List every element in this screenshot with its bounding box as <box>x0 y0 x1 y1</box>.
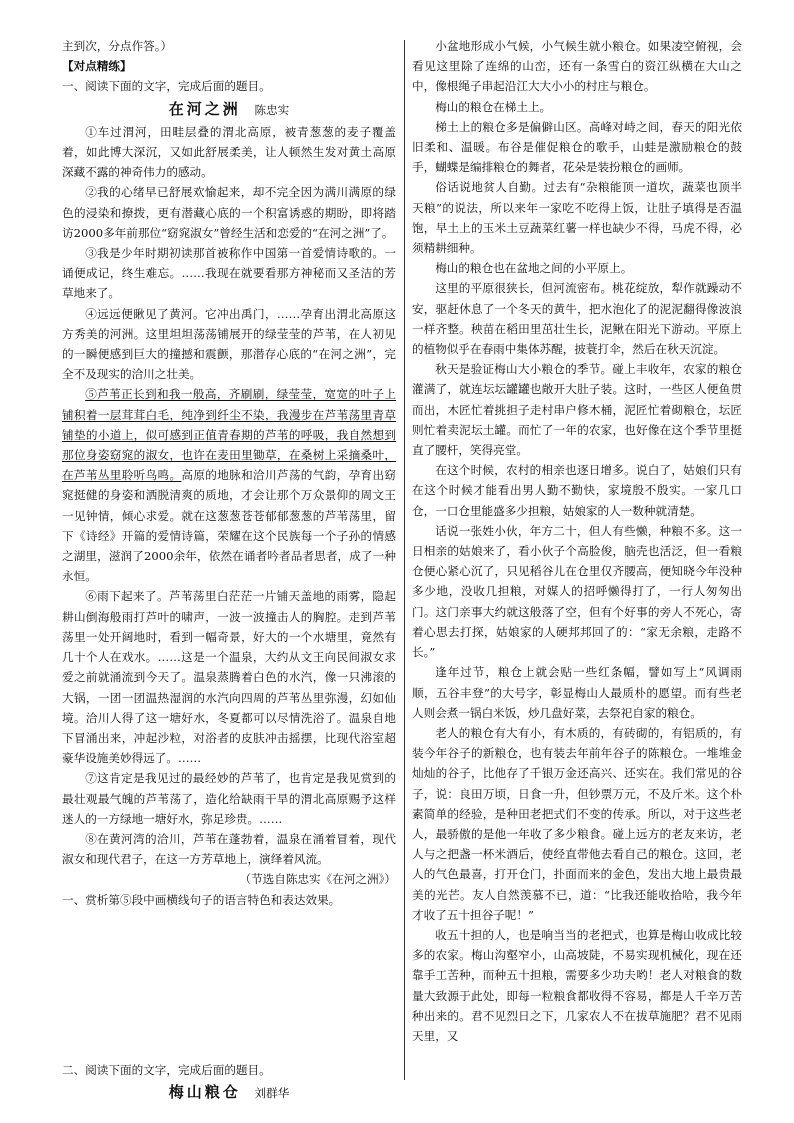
question-2-heading: 二、阅读下面的文字，完成后面的题目。 <box>62 1062 271 1077</box>
column-divider <box>404 40 405 1080</box>
article-1-title: 在河之洲 <box>168 99 241 118</box>
article-2-paragraph: 秋天是验证梅山大小粮仓的季节。碰上丰收年，农家的粮仓灌满了，就连坛坛罐罐也敞开大肚子装。这时，一些区人便鱼贯而出，木匠忙着挑担子走村串户修木桶，泥匠忙着砌粮仓，坛匠则忙着卖泥坛土罐。而忙了一年的农家，也好像在这个季节里挺直了腰杆，笑得亮堂。 <box>412 362 742 458</box>
article-2-paragraph: 在这个时候，农村的相亲也逐日增多。说白了，姑娘们只有在这个时候才能看出男人勤不勤快，家境殷不殷实。一家几口仓，一口仓里能盛多少担粮，姑娘家的人一数种就清楚。 <box>412 463 742 518</box>
article-2-paragraph: 梅山的粮仓也在盆地之间的小平原上。 <box>435 261 633 276</box>
article-1-paragraph-4: ④远远便瞅见了黄河。它冲出禹门，……孕育出渭北高原这方秀美的河洲。这里坦坦荡荡铺展开的绿莹莹的芦苇，在人初见的一瞬便感到巨大的撞撼和震颤，那潜存心底的“在河之洲”，完全不及现实的洽川之壮美。 <box>62 306 396 382</box>
section-label: 【对点精练】 <box>62 59 132 74</box>
article-2-paragraph: 俗话说地贫人自勤。过去有“杂粮能顶一道坎，蔬菜也顶半天粮”的说法，所以来年一家吃不吃得上饭，让肚子填得是否温饱，早土上的玉米土豆蔬菜红薯一样也缺少不得，马虎不得，必须精耕细种。 <box>412 180 742 256</box>
intro-tail: 主到次，分点作答。） <box>62 39 173 53</box>
question-1-heading: 一、阅读下面的文字，完成后面的题目。 <box>62 79 271 94</box>
question-1-task: 一、赏析第⑤段中画横线句子的语言特色和表达效果。 <box>62 892 341 907</box>
article-1-paragraph-7: ⑦这肯定是我见过的最经妙的芦苇了，也肯定是我见赏到的最壮观最气魄的芦苇荡了，造化给缺雨干旱的渭北高原赐予这样迷人的一方绿地一塘好水，弥足珍贵。…… <box>62 771 396 826</box>
article-2-paragraph: 梅山的粮仓在梯土上。 <box>435 99 552 114</box>
article-2-paragraph: 老人的粮仓有大有小，有木质的，有砖砌的，有铝质的，有装今年谷子的新粮仓，也有装去年前年谷子的陈粮仓。一堆堆金灿灿的谷子，比他存了千银万金还高兴、还实在。我们常见的谷子，说：良田万顷，日食一升，但钞票万元，不及斤米。这个朴素简单的经验，是种田老把式们不变的传承。所以，对于这些老人，最骄傲的是他一年收了多少粮食。碰上远方的老友来访，老人与之把盏一杯米酒后，使经直带他去看自己的粮仓。这回，老人的气色最喜，打开仓门，扑面而来的金色，发出大地上最贵最美的光芒。友人自然羡慕不已，道：“比我还能收拾哈，我今年才收了五十担谷子呢！” <box>412 725 742 922</box>
article-1-title-line <box>62 99 396 120</box>
article-2-paragraph: 话说一张姓小伙，年方二十，但人有些懒，种粮不多。这一日相亲的姑娘来了，看小伙子个高脸俊，脑壳也活泛，但一看粮仓便心紧心沉了，只见稻谷儿在仓里仅齐腰高，便知晓今年没种多少地，没收几担粮，对媒人的招呼懒得打了，一行人匆匆出门。这门亲事大约就这般落了空，但有个好事的旁人不死心，寄着心思去打探，姑娘家的人硬邦邦回了的：“家无余粮，走路不长。” <box>412 523 742 660</box>
article-2-paragraph: 小盆地形成小气候，小气候生就小粮仓。如果凌空俯视，会看见这里除了连绵的山峦，还有一条雪白的资江纵横在大山之中，像根绳子串起沿江大大小小的村庄与粮仓。 <box>412 39 742 94</box>
article-1-paragraph-8: ⑧在黄河湾的洽川，芦苇在蓬勃着，温泉在涌着冒着，现代淑女和现代君子，在这一方芳草地上，演绎着风流。 <box>62 831 396 867</box>
article-2-author: 刘群华 <box>254 1085 290 1100</box>
article-1-author: 陈忠实 <box>254 102 290 117</box>
article-2-title-line <box>62 1082 396 1103</box>
left-column <box>62 36 396 1105</box>
article-2-paragraph: 这里的平原很狭长，但河流密布。桃花绽放，犁作就躁动不安，驱赶休息了一个冬天的黄牛，把水泡化了的泥泥翻得像波浪一样齐整。秧苗在稻田里茁壮生长，泥鳅在阳光下游动。平原上的植物似乎在春雨中集体苏醒，披蓑打伞，然后在秋天沉淀。 <box>412 281 742 357</box>
article-2-title: 梅山粮仓 <box>168 1082 241 1101</box>
paragraph-5-rest: 高原的地脉和洽川芦荡的气韵，孕育出窈窕挺健的身姿和洒脱清爽的质地，才会让那个万众景仰的周文王一见钟情，倾心求爱。就在这葱葱苍苍郁郁葱葱的芦苇荡里，留下《诗经》开篇的爱情诗篇，荣耀在这个民族每一个子孙的情感之湖里，滋润了2000余年，依然在诵者吟者品者思者，成了一种永恒。 <box>62 468 396 584</box>
article-2-paragraph: 收五十担的人，也是响当当的老把式，也算是梅山收成比较多的农家。梅山沟壑窄小，山高坡陡，不易实现机械化，现在还靠手工苦种，而种五十担粮，需要多少功夫哟！老人对粮食的数量大致源于此处，即每一粒粮食都收得不容易，都是人千辛万苦种出来的。君不见烈日之下，几家农人不在拔草施肥？君不见雨天里，又 <box>412 927 742 1043</box>
underlined-sentences: ⑤芦苇正长到和我一般高，齐刷刷，绿莹莹，宽宽的叶子上铺积着一层茸茸白毛，纯净到纤尘不染，我漫步在芦苇荡里青草铺垫的小道上，似可感到正值青春期的芦苇的呼吸，我自然想到那位身姿窈窕的淑女，也许在麦田里锄草，在桑树上采摘桑叶，在芦苇丛里聆听鸟鸣。 <box>62 387 396 483</box>
article-1-paragraph-3: ③我是少年时期初读那首被称作中国第一首爱情诗歌的。一诵便成记，终生难忘。……我现在就要看那方神秘而又圣洁的芳草地来了。 <box>62 246 396 301</box>
article-1-paragraph-1: ①车过渭河，田畦层叠的渭北高原，被青葱葱的麦子覆盖着，如此博大深沉，又如此舒展柔美，让人顿然生发对黄土高原深藏不露的神奇伟力的感动。 <box>62 124 396 180</box>
article-1-paragraph-5 <box>62 384 396 586</box>
article-1-paragraph-6: ⑥雨下起来了。芦苇荡里白茫茫一片铺天盖地的雨雾，隐起耕山倒海般雨打芦叶的啸声，一波一波撞击人的胸腔。走到芦苇荡里一处开阔地时，看到一幅奇景，好大的一个水塘里，竟然有几十个人在戏水。……这是一个温泉，大约从文王向民间淑女求爱之前就涌流到今天了。温泉蒸腾着白色的水汽，像一只沸滚的大锅，一团一团温热湿润的水汽向四周的芦苇丛里弥漫，幻如仙境。洽川人得了这一塘好水，冬夏都可以尽情洗浴了。温泉自地下冒涌出来，冲起沙粒，对浴者的皮肤冲击摇摆，比现代浴室超豪华设施美妙得远了。…… <box>62 589 396 766</box>
right-column <box>412 36 742 1046</box>
article-1-paragraph-2: ②我的心绪早已舒展欢愉起来，却不完全因为满川满原的绿色的浸染和撩拨，更有潜藏心底的一个积富诱惑的期盼，即将踏访2000多年前那位“窈窕淑女”曾经生活和恋爱的“在河之洲”了。 <box>62 185 396 240</box>
article-2-paragraph: 梯土上的粮仓多是偏僻山区。高峰对峙之间，春天的阳光依旧柔和、温暖。布谷是催促粮仓的歌手，山蛙是激励粮仓的鼓手，蝴蝶是编排粮仓的舞者，花朵是装扮粮仓的画师。 <box>412 119 742 175</box>
article-2-paragraph: 逢年过节，粮仓上就会贴一些红条幅，譬如写上“风调雨顺，五谷丰登”的大号字，彰显梅山人最质朴的愿望。而有些老人则会煮一锅白米饭，炒几盘好菜，去祭祀自家的粮仓。 <box>412 665 742 720</box>
article-1-source: （节选自陈忠实《在河之洲》） <box>239 872 396 887</box>
answer-space <box>62 910 396 1060</box>
